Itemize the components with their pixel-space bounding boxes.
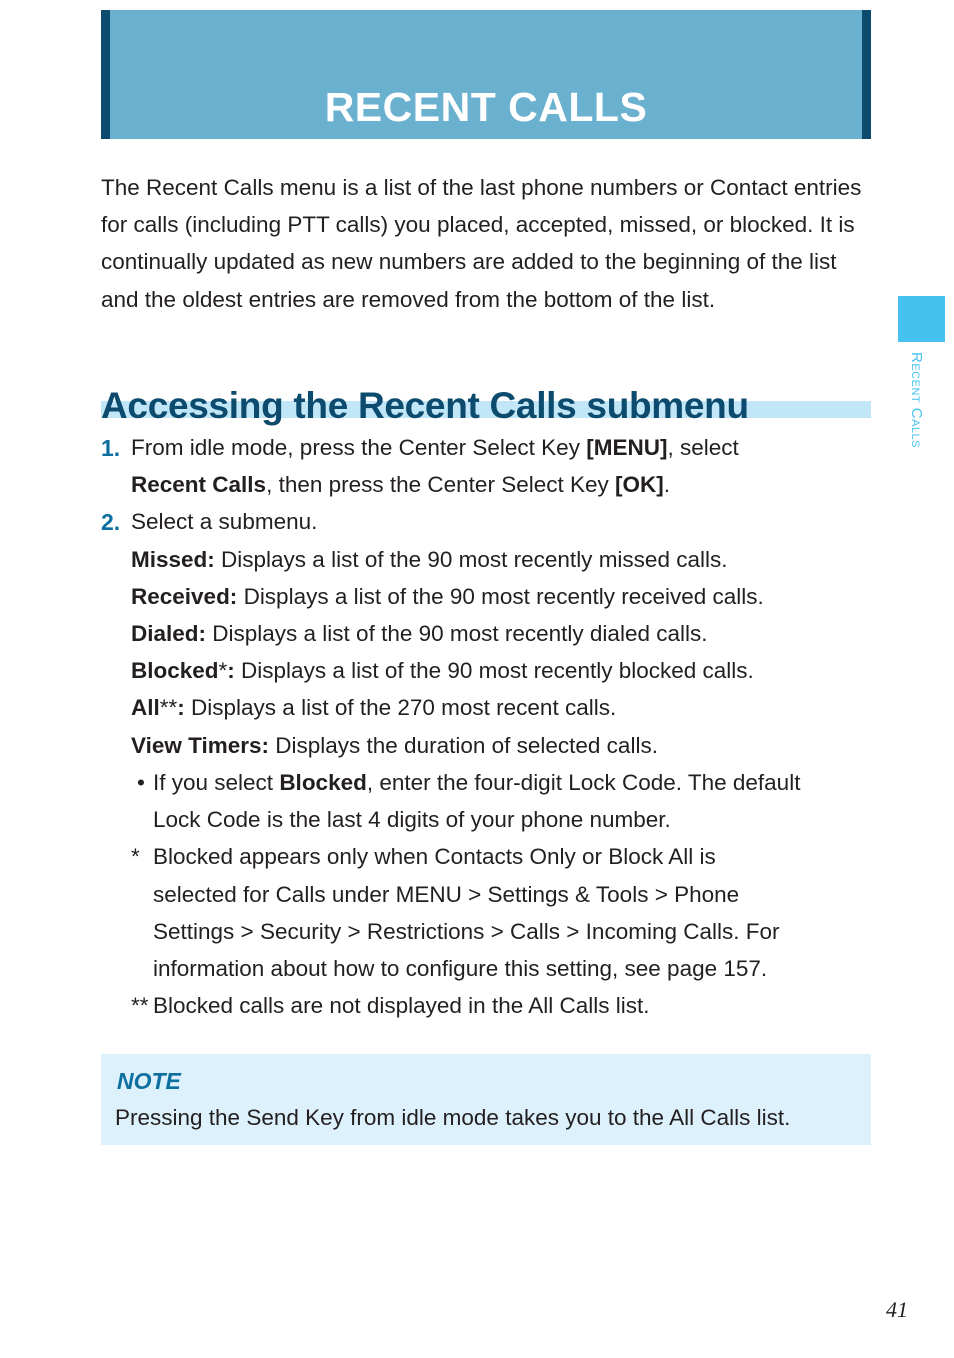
chapter-banner: [101, 10, 871, 139]
footnote-1-line-2: selected for Calls under MENU > Settings & Tools > Phone: [153, 882, 740, 907]
bullet-line-2: Lock Code is the last 4 digits of your phone number.: [153, 807, 671, 832]
submenu-all: All**: Displays a list of the 270 most recent calls.: [131, 695, 617, 720]
footnote-2-mark: **: [131, 993, 149, 1018]
footnote-1-mark: *: [131, 844, 140, 869]
footnote-2-text: Blocked calls are not displayed in the All Calls list.: [153, 993, 650, 1018]
submenu-received: Received: Displays a list of the 90 most recently received calls.: [131, 584, 764, 609]
step-2-number: 2.: [101, 509, 121, 535]
footnote-1-line-3: Settings > Security > Restrictions > Calls > Incoming Calls. For: [153, 919, 780, 944]
step-1-line-1: From idle mode, press the Center Select Key [MENU], select: [131, 435, 739, 460]
submenu-dialed: Dialed: Displays a list of the 90 most recently dialed calls.: [131, 621, 708, 646]
page-number: 41: [886, 1297, 908, 1322]
note-box: [101, 1054, 871, 1145]
section-heading: Accessing the Recent Calls submenu: [101, 385, 749, 426]
footnote-1-line-4: information about how to configure this setting, see page 157.: [153, 956, 768, 981]
step-2-text: Select a submenu.: [131, 509, 318, 534]
chapter-title: RECENT CALLS: [324, 84, 648, 130]
chapter-side-tab: [898, 296, 945, 342]
bullet-line-1: If you select Blocked, enter the four-digit Lock Code. The default: [153, 770, 801, 795]
submenu-blocked: Blocked*: Displays a list of the 90 most recently blocked calls.: [131, 658, 754, 683]
bullet-mark: •: [137, 770, 145, 795]
submenu-view-timers: View Timers: Displays the duration of selected calls.: [131, 733, 658, 758]
intro-paragraph: The Recent Calls menu is a list of the last phone numbers or Contact entries for calls (including PTT calls) you placed, accepted, missed, or blocked. It is continually updated as new numbers are added to the beginning of the list and the oldest entries are removed from the bottom of the list.: [101, 175, 862, 312]
chapter-side-label: Recent Calls: [908, 352, 925, 449]
footnote-1-line-1: Blocked appears only when Contacts Only or Block All is: [153, 844, 716, 869]
note-text: Pressing the Send Key from idle mode takes you to the All Calls list.: [115, 1105, 791, 1130]
step-1-line-2: Recent Calls, then press the Center Select Key [OK].: [131, 472, 671, 497]
note-title: NOTE: [117, 1068, 181, 1094]
submenu-missed: Missed: Displays a list of the 90 most recently missed calls.: [131, 547, 728, 572]
step-1-number: 1.: [101, 435, 121, 461]
